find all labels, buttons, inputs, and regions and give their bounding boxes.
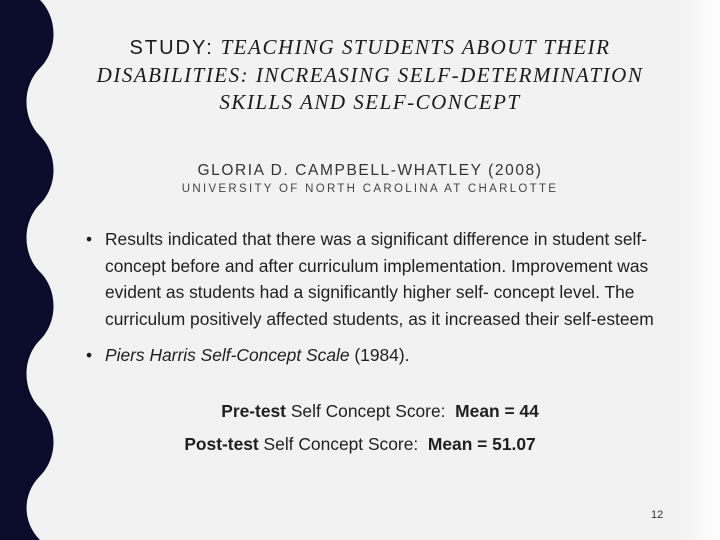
bullet-list [86,226,686,369]
pretest-score-line [0,401,720,422]
right-edge-highlight [680,0,720,540]
posttest-value: Mean = 51.07 [427,434,536,454]
bullet-text: Results indicated that there was a significant difference in student self-concept before and after curriculum implementation. Improvement was evident as students had a significantly higher self- concept level. The curriculum positively affected students, as it increased their self-esteem [105,229,654,329]
page-number: 12 [651,509,664,521]
posttest-score-line [0,434,720,455]
pretest-label: Pre-test [221,401,286,421]
pretest-value: Mean = 44 [455,401,539,421]
scale-year: (1984). [349,345,410,365]
bullet-dot-icon: • [86,345,93,365]
bullet-item [86,226,686,332]
decorative-wave-band [0,0,60,540]
slide-title [95,34,645,117]
wave-band-shape [0,0,54,540]
title-label: STUDY: [129,37,214,59]
affiliation-line: UNIVERSITY OF NORTH CAROLINA AT CHARLOTTE [181,183,559,195]
bullet-item [86,342,686,369]
posttest-label: Post-test [184,434,259,454]
title-text: TEACHING STUDENTS ABOUT THEIR DISABILITIES: INCREASING SELF-DETERMINATION SKILLS AND SELF-CONCEPT [96,35,644,114]
pretest-middle: Self Concept Score: [285,401,456,421]
bullet-dot-icon: • [86,229,93,249]
scale-name: Piers Harris Self-Concept Scale [105,345,350,365]
posttest-middle: Self Concept Score: [258,434,428,454]
author-line: GLORIA D. CAMPBELL-WHATLEY (2008) [197,162,543,179]
